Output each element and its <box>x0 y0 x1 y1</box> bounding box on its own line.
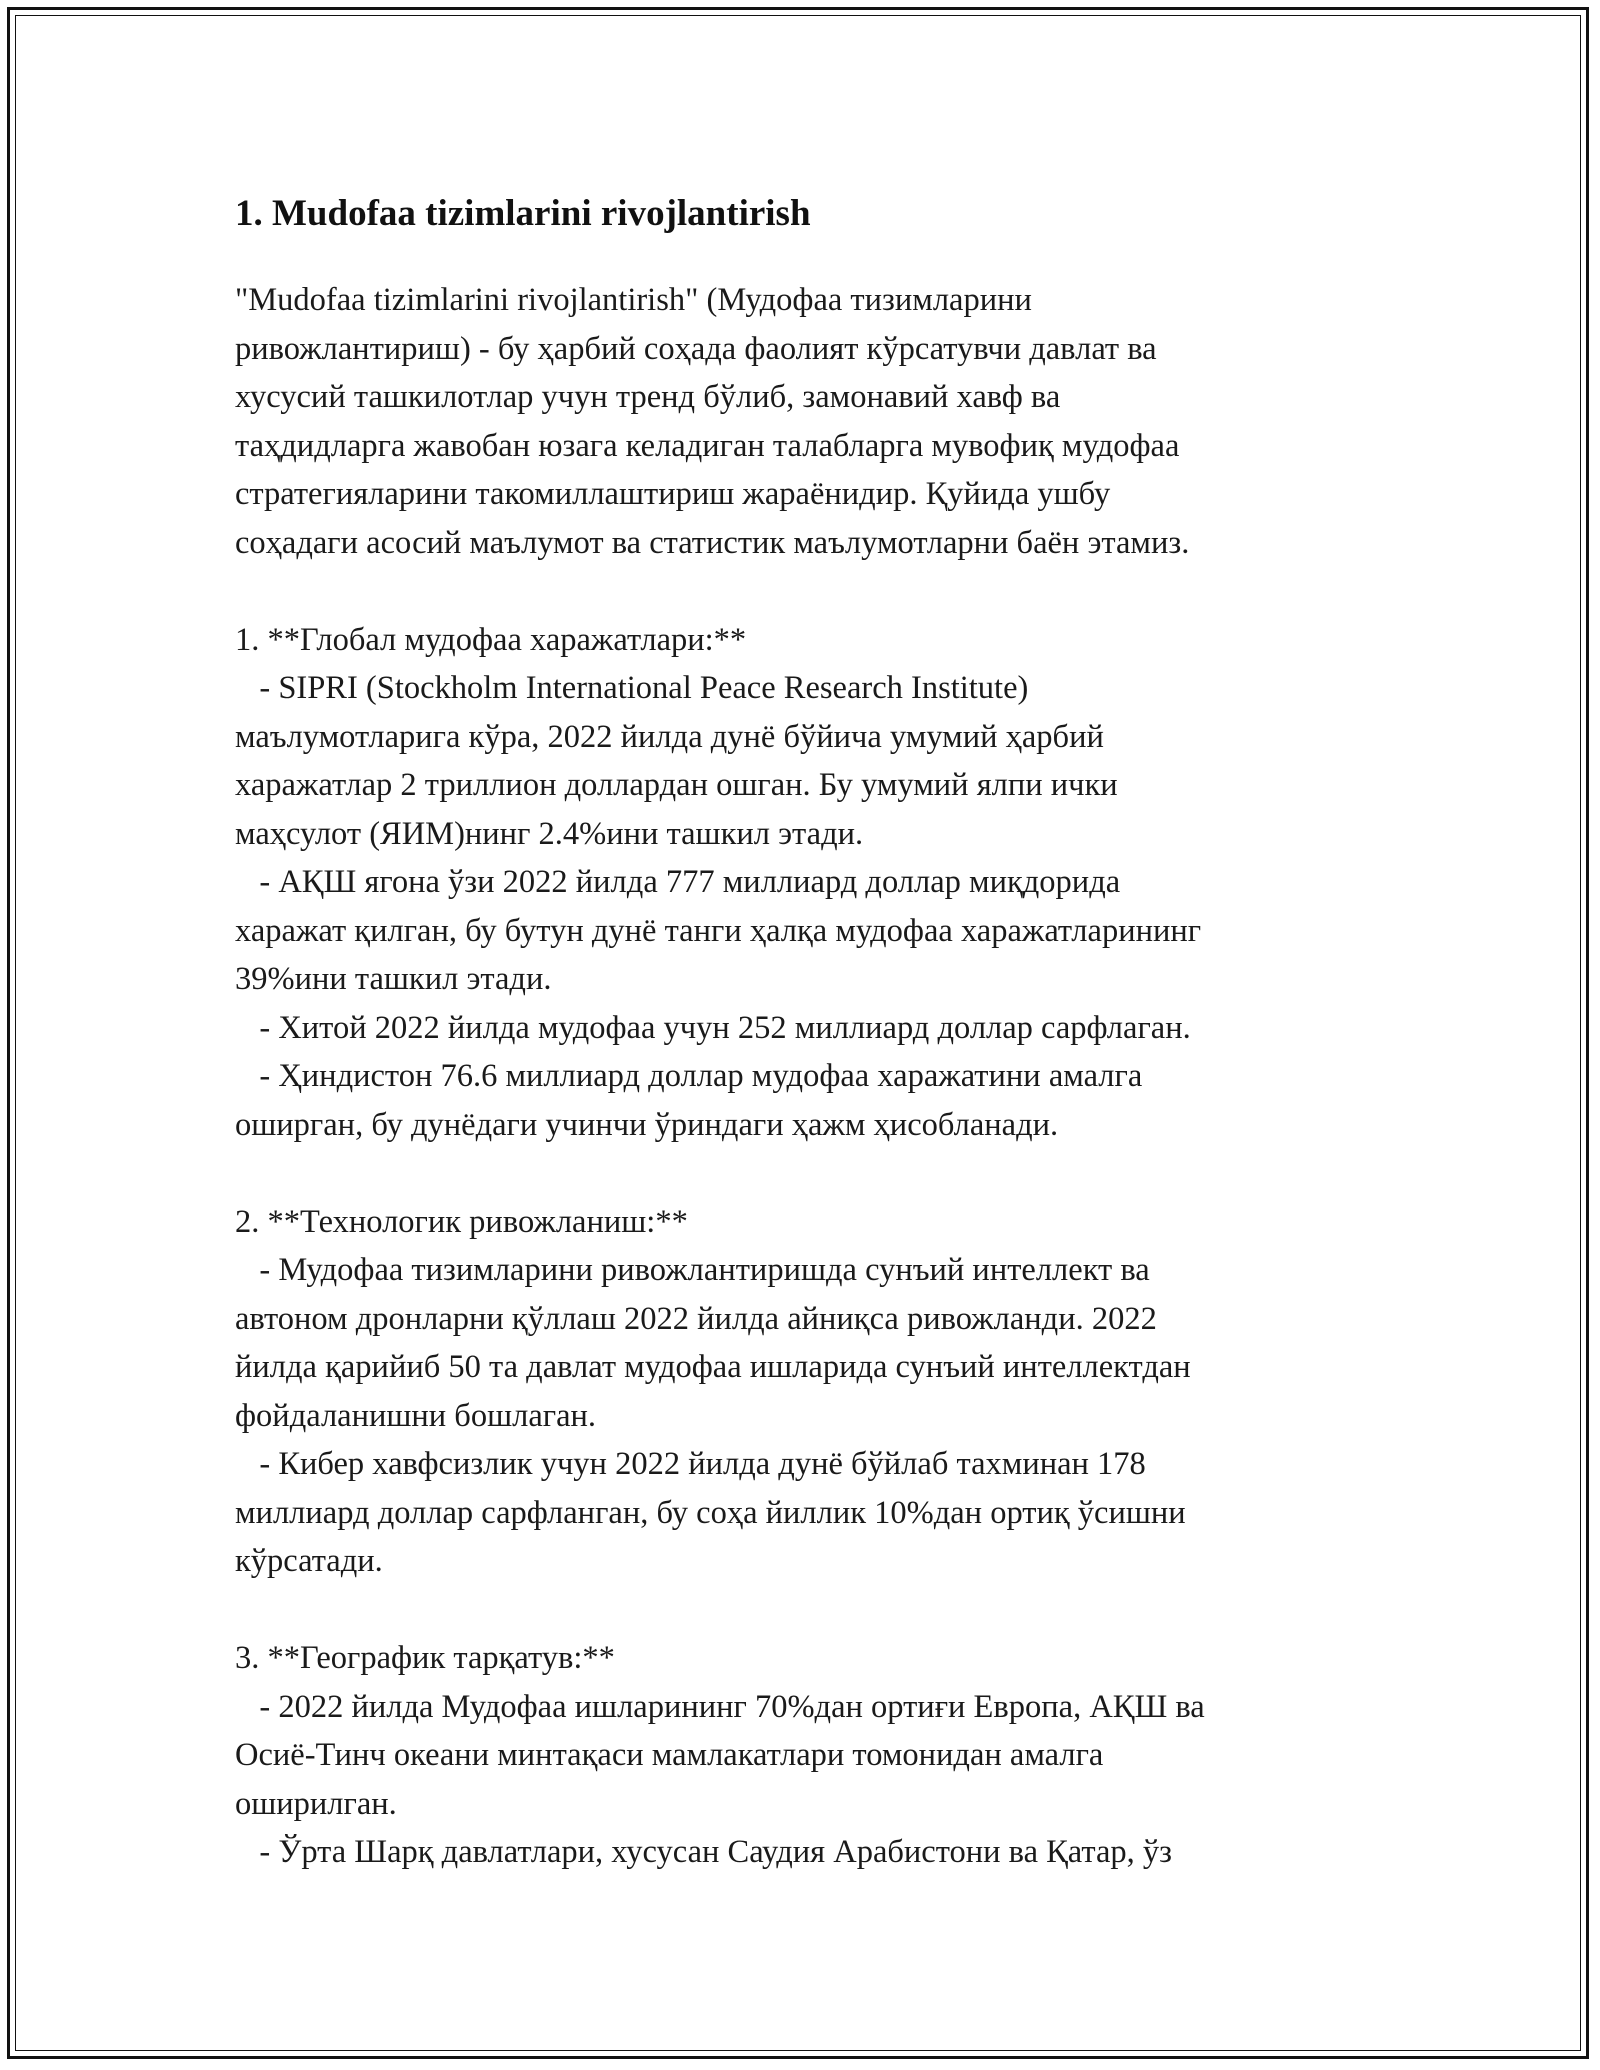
text-line: харажатлар 2 триллион доллардан ошган. Бу умумий ялпи ички <box>235 767 1118 803</box>
text-line: маълумотларига кўра, 2022 йилда дунё бўйича умумий ҳарбий <box>235 718 1104 755</box>
text-line: йилда қарийиб 50 та давлат мудофаа ишларида сунъий интеллектдан <box>235 1349 1191 1385</box>
text-line: 1. **Глобал мудофаа харажатлари:** <box>235 621 747 658</box>
text-line: кўрсатади. <box>235 1543 383 1579</box>
text-line: - Мудофаа тизимларини ривожлантиришда сунъий интеллект ва <box>235 1252 1150 1288</box>
text-line: - Ҳиндистон 76.6 миллиард доллар мудофаа харажатини амалга <box>235 1058 1143 1094</box>
blank-line <box>235 1586 1355 1635</box>
text-line: таҳдидларга жавобан юзага келадиган талабларга мувофиқ мудофаа <box>235 427 1180 464</box>
document-title: 1. Mudofaa tizimlarini rivojlantirish <box>235 193 811 234</box>
text-line: соҳадаги асосий маълумот ва статистик маълумотларни баён этамиз. <box>235 524 1190 561</box>
document-body <box>235 276 1355 1877</box>
text-line: - АҚШ ягона ўзи 2022 йилда 777 миллиард доллар миқдорида <box>235 864 1121 900</box>
text-line: 3. **Географик тарқатув:** <box>235 1640 615 1676</box>
text-line: маҳсулот (ЯИМ)нинг 2.4%ини ташкил этади. <box>235 815 864 852</box>
text-line: 39%ини ташкил этади. <box>235 961 552 997</box>
text-line: харажат қилган, бу бутун дунё танги ҳалқа мудофаа харажатларининг <box>235 912 1202 949</box>
text-line: 2. **Технологик ривожланиш:** <box>235 1203 688 1240</box>
text-line: стратегияларини такомиллаштириш жараёнидир. Қуйида ушбу <box>235 476 1111 512</box>
text-line: - Хитой 2022 йилда мудофаа учун 252 миллиард доллар сарфлаган. <box>235 1009 1191 1046</box>
text-line: ривожлантириш) - бу ҳарбий соҳада фаолият кўрсатувчи давлат ва <box>235 330 1157 367</box>
text-line: хусусий ташкилотлар учун тренд бўлиб, замонавий хавф ва <box>235 379 1061 415</box>
text-line: оширган, бу дунёдаги учинчи ўриндаги ҳажм ҳисобланади. <box>235 1106 1059 1143</box>
text-line: "Mudofaa tizimlarini rivojlantirish" (Мудофаа тизимларини <box>235 282 1032 318</box>
text-line: Осиё-Тинч океани минтақаси мамлакатлари томонидан амалга <box>235 1737 1104 1773</box>
blank-line <box>235 567 1355 616</box>
text-line: - Ўрта Шарқ давлатлари, хусусан Саудия Арабистони ва Қатар, ўз <box>235 1834 1172 1870</box>
text-line: - SIPRI (Stockholm International Peace Research Institute) <box>235 670 1029 706</box>
document-content <box>235 180 1355 1877</box>
text-line: оширилган. <box>235 1785 397 1822</box>
blank-line <box>235 1149 1355 1198</box>
text-line: - 2022 йилда Мудофаа ишларининг 70%дан ортиғи Европа, АҚШ ва <box>235 1688 1205 1725</box>
text-line: автоном дронларни қўллаш 2022 йилда айниқса ривожланди. 2022 <box>235 1300 1157 1337</box>
text-line: фойдаланишни бошлаган. <box>235 1397 597 1434</box>
text-line: миллиард доллар сарфланган, бу соҳа йиллик 10%дан ортиқ ўсишни <box>235 1494 1186 1531</box>
text-line: - Кибер хавфсизлик учун 2022 йилда дунё бўйлаб тахминан 178 <box>235 1446 1146 1482</box>
